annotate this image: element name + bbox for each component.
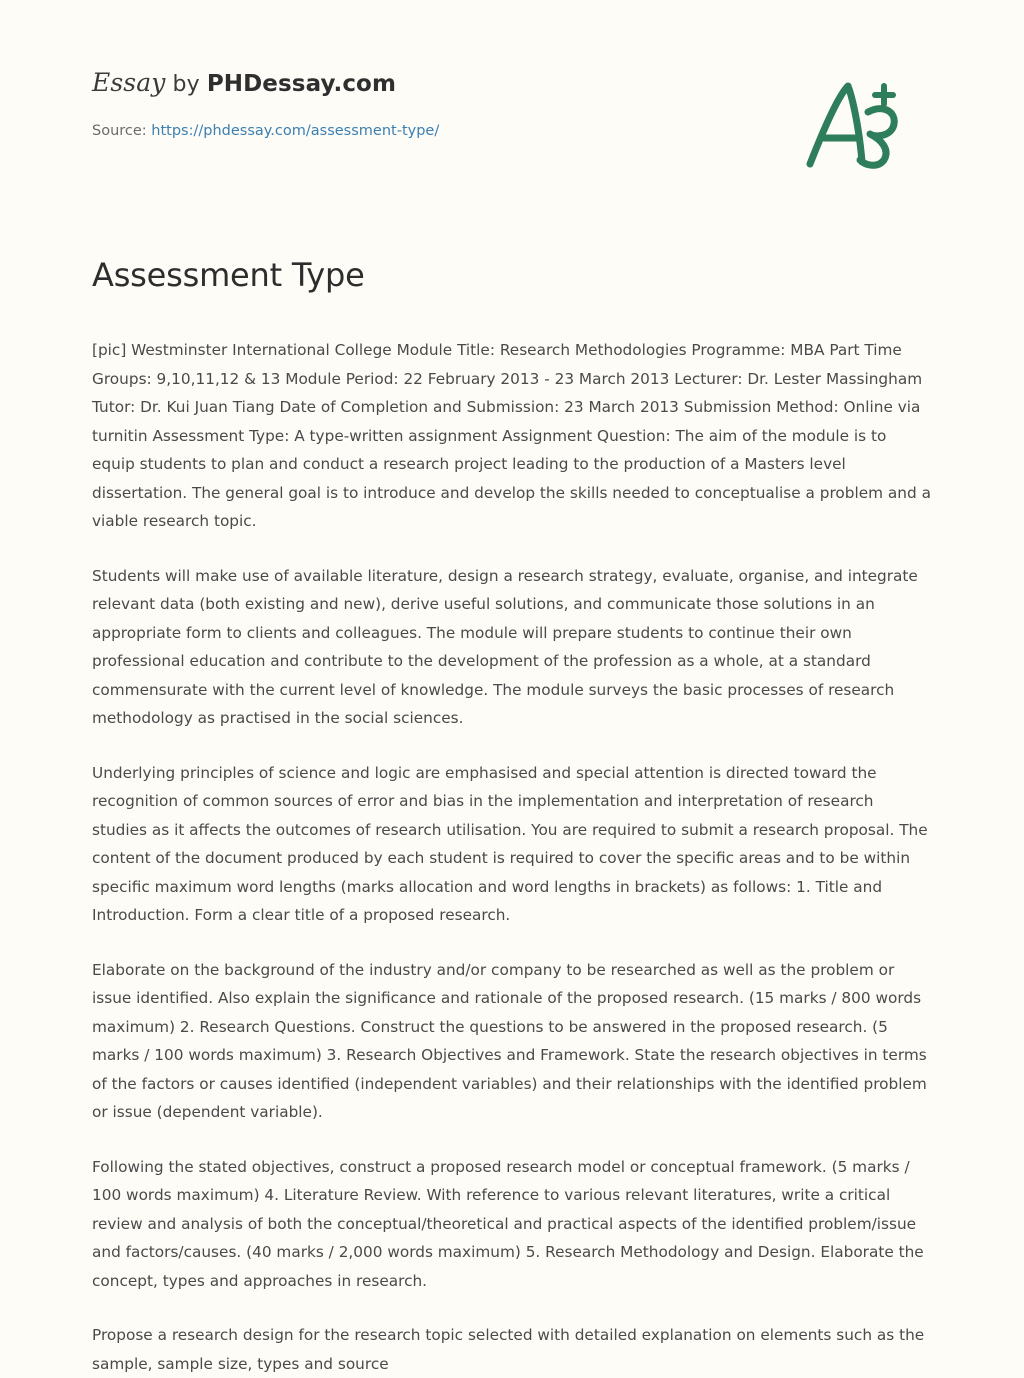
paragraph: Elaborate on the background of the industry and/or company to be researched as well as the problem or issue identified. Also explain the significance and rationale of the proposed research. (15 marks / 800 words maximum) 2. Research Questions. Construct the questions to be answered in the proposed research. (5 marks / 100 words maximum) 3. Research Objectives and Framework. State the research objectives in terms of the factors or causes identified (independent variables) and their relationships with the identified problem or issue (dependent variable). [92, 960, 927, 1121]
source-label: Source: [92, 123, 152, 139]
page-header [92, 58, 932, 178]
paragraph: [pic] Westminster International College Module Title: Research Methodologies Programme: MBA Part Time Groups: 9,10,11,12 & 13 Module Period: 22 February 2013 - 23 March 2013 Lecturer: Dr. Lester Massingham Tutor: Dr. Kui Juan Tiang Date of Completion and Submission: 23 March 2013 Submission Method: Online via turnitin Assessment Type: A type-written assignment Assignment Question: The aim of the module is to equip students to plan and conduct a research project leading to the production of a Masters level dissertation. The general goal is to introduce and develop the skills needed to conceptualise a problem and a viable research topic. [92, 341, 931, 530]
paragraph: Students will make use of available literature, design a research strategy, evaluate, organise, and integrate relevant data (both existing and new), derive useful solutions, and communicate those solutions in an appropriate form to clients and colleagues. The module will prepare students to continue their own professional education and contribute to the development of the profession as a whole, at a standard commensurate with the current level of knowledge. The module surveys the basic processes of research methodology as practised in the social sciences. [92, 566, 918, 727]
source-url-link[interactable]: https://phdessay.com/assessment-type/ [151, 123, 440, 139]
phdessay-logo-icon [798, 76, 908, 176]
paragraph: Following the stated objectives, construct a proposed research model or conceptual framework. (5 marks / 100 words maximum) 4. Literature Review. With reference to various relevant literatures, write a critical review and analysis of both the conceptual/theoretical and practical aspects of the identified problem/issue and factors/causes. (40 marks / 2,000 words maximum) 5. Research Methodology and Design. Elaborate the concept, types and approaches in research. [92, 1157, 924, 1290]
document-body [92, 294, 932, 1378]
brand-site-name: PHDessay.com [206, 71, 397, 97]
brand-by-label: by [165, 72, 207, 97]
paragraph: Propose a research design for the research topic selected with detailed explanation on elements such as the sample, sample size, types and source [92, 1326, 925, 1373]
page-title: Assessment Type [92, 256, 365, 294]
paragraph: Underlying principles of science and logic are emphasised and special attention is directed toward the recognition of common sources of error and bias in the implementation and interpretation of research studies as it affects the outcomes of research utilisation. You are required to submit a research proposal. The content of the document produced by each student is required to cover the specific areas and to be within specific maximum word lengths (marks allocation and word lengths in brackets) as follows: 1. Title and Introduction. Form a clear title of a proposed research. [92, 763, 928, 924]
brand-essay-label: Essay [92, 68, 166, 97]
